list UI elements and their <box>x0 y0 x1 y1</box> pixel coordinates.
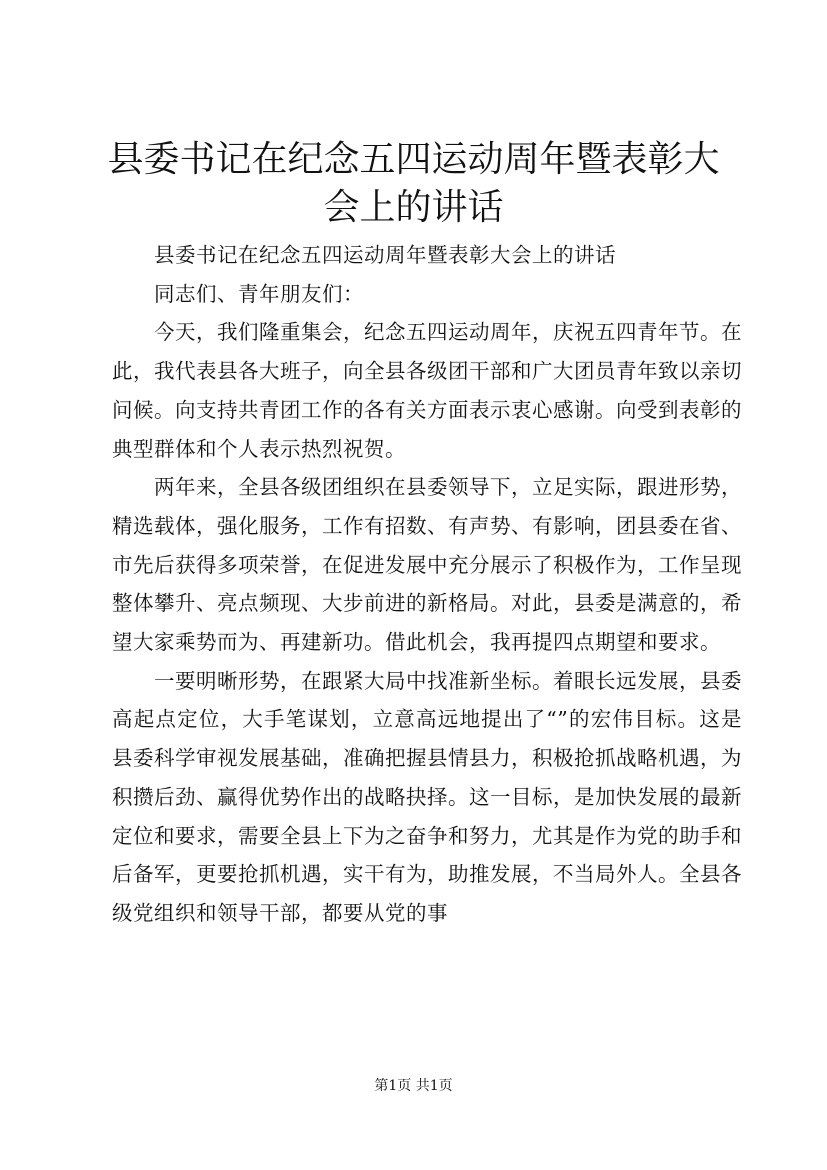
document-title: 县委书记在纪念五四运动周年暨表彰大会上的讲话 <box>107 139 720 228</box>
paragraph-greeting: 今天，我们隆重集会，纪念五四运动周年，庆祝五四青年节。在此，我代表县各大班子，向全县各级团干部和广大团员青年致以亲切问候。向支持共青团工作的各有关方面表示衷心感谢。向受到表彰的典型群体和个人表示热烈祝贺。 <box>112 320 742 461</box>
paragraph-salutation: 同志们、青年朋友们： <box>154 281 364 306</box>
paragraph-achievements: 两年来，全县各级团组织在县委领导下，立足实际，跟进形势，精选载体，强化服务，工作有招数、有声势、有影响，团县委在省、市先后获得多项荣誉，在促进发展中充分展示了积极作为，工作呈现整体攀升、亮点频现、大步前进的新格局。对此，县委是满意的，希望大家乘势而为、再建新功。借此机会，我再提四点期望和要求。 <box>112 475 742 655</box>
paragraph-subtitle: 县委书记在纪念五四运动周年暨表彰大会上的讲话 <box>154 243 616 267</box>
page-footer: 第1页 共1页 <box>374 1078 453 1094</box>
paragraph-first-requirement: 一要明晰形势，在跟紧大局中找准新坐标。着眼长远发展，县委高起点定位，大手笔谋划，立意高远地提出了“”的宏伟目标。这是县委科学审视发展基础，准确把握县情县力，积极抢抓战略机遇，为积攒后劲、赢得优势作出的战略抉择。这一目标，是加快发展的最新定位和要求，需要全县上下为之奋争和努力，尤其是作为党的助手和后备军，更要抢抓机遇，实干有为，助推发展，不当局外人。全县各级党组织和领导干部，都要从党的事 <box>112 668 742 925</box>
document-body <box>112 236 742 933</box>
